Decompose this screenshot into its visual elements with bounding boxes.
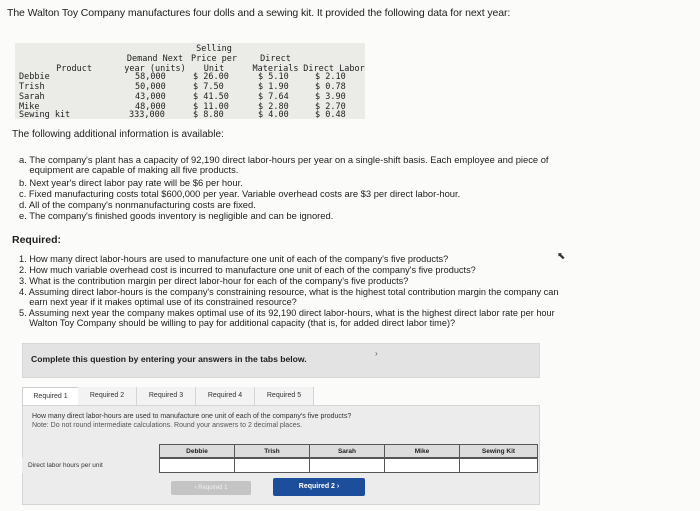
column-header-sewing-kit: Sewing Kit: [459, 444, 538, 458]
debbie-hours-input[interactable]: [159, 458, 235, 473]
cell-price: $ 41.50: [193, 92, 229, 102]
cell-labor: $ 0.78: [315, 82, 346, 92]
header-materials: Direct Materials: [252, 54, 299, 74]
cell-labor: $ 3.90: [315, 92, 346, 102]
mouse-cursor-icon: ⬉: [557, 251, 566, 262]
chevron-icon: ›: [375, 349, 378, 358]
header-demand: Demand Next year (units): [124, 54, 186, 74]
cell-product: Debbie: [19, 72, 50, 82]
cell-materials: $ 2.80: [258, 102, 289, 112]
cell-price: $ 7.50: [193, 82, 224, 92]
cell-materials: $ 4.00: [258, 110, 289, 120]
column-header-debbie: Debbie: [159, 444, 235, 458]
tab-required-2[interactable]: Required 2: [78, 387, 137, 405]
instruction-banner: [22, 343, 540, 378]
header-product: Product: [56, 64, 92, 74]
cell-materials: $ 5.10: [258, 72, 289, 82]
additional-item: a. The company's plant has a capacity of 92,190 direct labor-hours per year on a single-shift basis. Each employee and piece of: [19, 154, 549, 165]
tab-bar: [22, 387, 538, 405]
question-item: 4. Assuming direct labor-hours is the company's constraining resource, what is the highest total contribution margin the company can: [19, 287, 559, 297]
sewing-kit-hours-input[interactable]: [459, 458, 538, 473]
tab-required-5[interactable]: Required 5: [255, 387, 314, 405]
panel-question: How many direct labor-hours are used to manufacture one unit of each of the company's five products?: [32, 413, 352, 420]
additional-item: b. Next year's direct labor pay rate will be $6 per hour.: [19, 177, 243, 188]
cell-labor: $ 2.10: [315, 72, 346, 82]
header-price: Selling Price per Unit: [190, 44, 238, 74]
mike-hours-input[interactable]: [384, 458, 460, 473]
cell-product: Sarah: [19, 92, 45, 102]
cell-demand: 48,000: [135, 102, 166, 112]
question-item: 2. How much variable overhead cost is incurred to manufacture one unit of each of the company's five products?: [19, 265, 476, 275]
panel-note: Note: Do not round intermediate calculations. Round your answers to 2 decimal places.: [32, 422, 303, 429]
cell-demand: 58,000: [135, 72, 166, 82]
additional-item: d. All of the company's nonmanufacturing costs are fixed.: [19, 199, 256, 210]
required-heading: Required:: [12, 234, 62, 246]
next-button[interactable]: Required 2 ›: [273, 478, 365, 496]
question-item: Walton Toy Company should be willing to pay for additional capacity (that is, for added direct labor time)?: [19, 318, 456, 328]
tab-required-1[interactable]: Required 1: [22, 387, 79, 406]
cell-price: $ 11.00: [193, 102, 229, 112]
row-label: Direct labor hours per unit: [22, 458, 159, 473]
question-item: 1. How many direct labor-hours are used to manufacture one unit of each of the company's five products?: [19, 254, 449, 264]
question-item: 3. What is the contribution margin per direct labor-hour for each of the company's five products?: [19, 276, 409, 286]
cell-price: $ 8.80: [193, 110, 224, 120]
question-item: earn next year if it makes optimal use of its constrained resource?: [19, 297, 297, 307]
additional-heading: The following additional information is available:: [12, 129, 224, 140]
header-labor: Direct Labor: [303, 64, 365, 74]
column-header-trish: Trish: [234, 444, 310, 458]
data-table: [15, 43, 365, 119]
cell-labor: $ 0.48: [315, 110, 346, 120]
additional-item: c. Fixed manufacturing costs total $600,000 per year. Variable overhead costs are $3 per direct labor-hour.: [19, 188, 461, 199]
cell-demand: 50,000: [135, 82, 166, 92]
sarah-hours-input[interactable]: [309, 458, 385, 473]
tab-required-3[interactable]: Required 3: [137, 387, 196, 405]
cell-product: Sewing kit: [19, 110, 71, 120]
cell-product: Trish: [19, 82, 45, 92]
additional-item: equipment are capable of making all five products.: [19, 164, 239, 175]
cell-labor: $ 2.70: [315, 102, 346, 112]
trish-hours-input[interactable]: [234, 458, 310, 473]
cell-materials: $ 7.64: [258, 92, 289, 102]
column-header-sarah: Sarah: [309, 444, 385, 458]
additional-item: e. The company's finished goods inventory is negligible and can be ignored.: [19, 210, 334, 221]
tab-required-4[interactable]: Required 4: [196, 387, 255, 405]
instruction-text: Complete this question by entering your answers in the tabs below.: [31, 354, 307, 364]
cell-product: Mike: [19, 102, 40, 112]
intro-text: The Walton Toy Company manufactures four dolls and a sewing kit. It provided the following data for next year:: [7, 7, 511, 19]
previous-button[interactable]: ‹ Required 1: [171, 481, 251, 495]
cell-price: $ 26.00: [193, 72, 229, 82]
column-header-mike: Mike: [384, 444, 460, 458]
cell-materials: $ 1.90: [258, 82, 289, 92]
question-item: 5. Assuming next year the company makes optimal use of its 92,190 direct labor-hours, what is the highest direct labor rate per hour: [19, 308, 555, 318]
cell-demand: 43,000: [135, 92, 166, 102]
cell-demand: 333,000: [129, 110, 165, 120]
